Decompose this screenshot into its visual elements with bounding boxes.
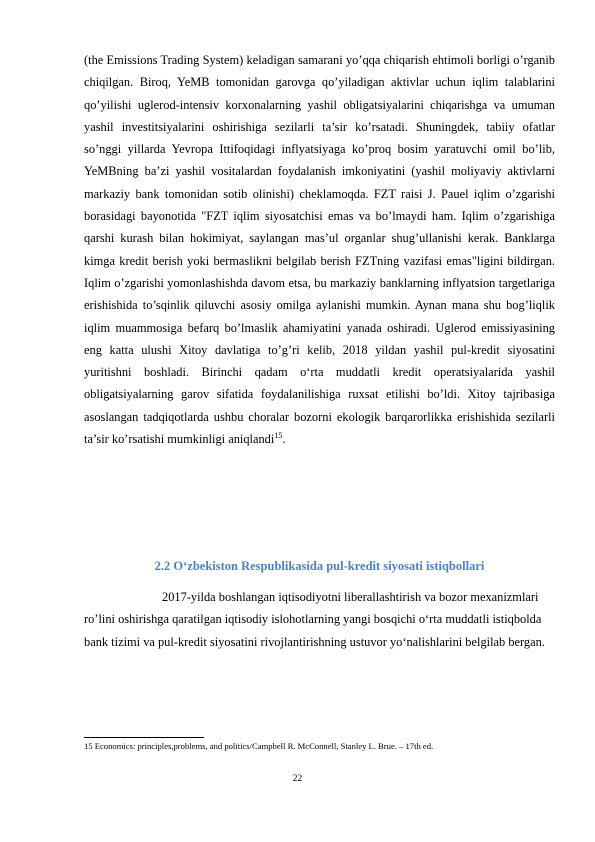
body-paragraph: [84, 49, 555, 450]
section-paragraph: 2017-yilda boshlangan iqtisodiyotni liberallashtirish va bozor mexanizmlari ro’lini oshirishga qaratilgan iqtisodiy islohotlarning yangi bosqichi o‘rta muddatli istiqbolda bank tizimi va pul-kredit siyosatini rivojlantirishning ustuvor yo‘nalishlarini belgilab bergan.: [84, 590, 545, 649]
footnote-reference[interactable]: 15: [274, 430, 283, 440]
footnote: 15 Economics: principles,problems, and politics/Campbell R. McConnell, Stanley L. Brue. – 17th ed.: [84, 741, 434, 751]
paragraph-end: .: [282, 432, 286, 447]
paragraph-text: (the Emissions Trading System) keladigan samarani yo’qqa chiqarish ehtimoli borligi o’rganib chiqilgan. Biroq, YeMB tomonidan garovga qo’yiladigan aktivlar uchun iqlim talablarini qo’yilishi uglerod-intensiv korxonalarning yashil obligatsiyalarini chiqarishga va umuman yashil investitsiyalarini oshirishiga sezilarli ta’sir ko’rsatadi. Shuningdek, tabiiy ofatlar so’nggi yillarda Yevropa Ittifoqidagi inflyatsiyaga ko’proq bosim yaratuvchi omil bo’lib, YeMBning ba’zi yashil vositalardan foydalanish imkoniyatini (yashil moliyaviy aktivlarni markaziy bank tomonidan sotib olinishi) cheklamoqda. FZT raisi J. Pauel iqlim o’zgarishi borasidagi bayonotida "FZT iqlim siyosatchisi emas va bo’lmaydi ham. Iqlim o’zgarishiga qarshi kurash bilan hokimiyat, saylangan mas’ul organlar shug’ullanishi kerak. Banklarga kimga kredit berish yoki bermaslikni belgilab berish FZTning vazifasi emas"ligini bildirgan. Iqlim o’zgarishi yomonlashishda davom etsa, bu markaziy banklarning inflyatsion targetlariga erishishida to’sqinlik qiluvchi asosiy omilga aylanishi mumkin. Aynan mana shu bog’liqlik iqlim muammosiga befarq bo’lmaslik ahamiyatini yanada oshiradi. Uglerod emissiyasining eng katta ulushi Xitoy davlatiga to’g’ri kelib, 2018 yildan yashil pul-kredit siyosatini yuritishni boshladi. Birinchi qadam o‘rta muddatli kredit operatsiyalarida yashil obligatsiyalarning garov sifatida foydalanilishiga ruxsat etilishi bo’ldi. Xitoy tajribasiga asoslangan tadqiqotlarda ushbu choralar bozorni ekologik barqarorlikka erishishida sezilarli ta’sir ko’rsatishi mumkinligi aniqlandi: [84, 53, 555, 447]
footnote-divider: [84, 737, 204, 738]
section-heading: 2.2 O‘zbekiston Respublikasida pul-kredit siyosati istiqbollari: [154, 559, 485, 573]
page-number: 22: [292, 774, 303, 784]
